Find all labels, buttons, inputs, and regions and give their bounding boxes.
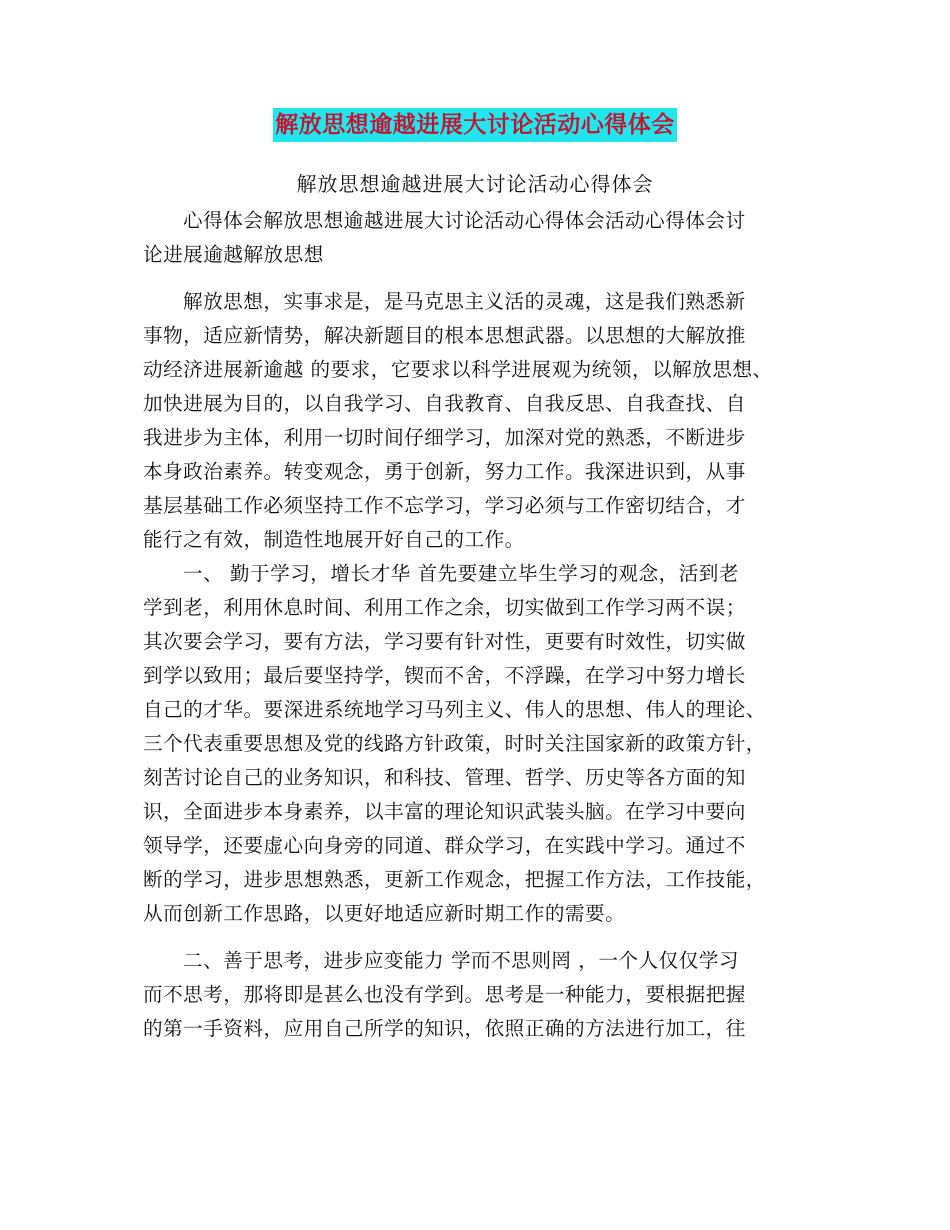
text-line: 三个代表重要思想及党的线路方针政策，时时关注国家新的政策方针， xyxy=(143,732,766,755)
text-line: 到学以致用；最后要坚持学，锲而不舍，不浮躁，在学习中努力增长 xyxy=(143,664,746,687)
text-line: 事物，适应新情势，解决新题目的根本思想武器。以思想的大解放推 xyxy=(143,324,746,347)
text-line: 而不思考，那将即是甚么也没有学到。思考是一种能力，要根据把握 xyxy=(143,983,746,1006)
text-line: 刻苦讨论自己的业务知识，和科技、管理、哲学、历史等各方面的知 xyxy=(143,766,746,789)
text-line: 心得体会解放思想逾越进展大讨论活动心得体会活动心得体会讨 xyxy=(183,209,746,232)
text-line: 从而创新工作思路，以更好地适应新时期工作的需要。 xyxy=(143,902,626,925)
text-line: 领导学，还要虚心向身旁的同道、群众学习，在实践中学习。通过不 xyxy=(143,834,746,857)
text-line: 一、 勤于学习，增长才华 首先要建立毕生学习的观念，活到老 xyxy=(183,562,739,585)
text-line: 识，全面进步本身素养，以丰富的理论知识武装头脑。在学习中要向 xyxy=(143,800,746,823)
text-line: 断的学习，进步思想熟悉，更新工作观念，把握工作方法，工作技能， xyxy=(143,868,766,891)
text-line: 论进展逾越解放思想 xyxy=(143,243,324,266)
text-line: 学到老，利用休息时间、利用工作之余，切实做到工作学习两不误； xyxy=(143,596,746,619)
text-line: 其次要会学习，要有方法，学习要有针对性，更要有时效性，切实做 xyxy=(143,630,746,653)
document-title: 解放思想逾越进展大讨论活动心得体会 xyxy=(273,108,677,142)
text-line: 的第一手资料，应用自己所学的知识，依照正确的方法进行加工，往 xyxy=(143,1017,746,1040)
document-subtitle: 解放思想逾越进展大讨论活动心得体会 xyxy=(296,172,654,196)
text-line: 加快进展为目的，以自我学习、自我教育、自我反思、自我查找、自 xyxy=(143,392,746,415)
text-line: 自己的才华。要深进系统地学习马列主义、伟人的思想、伟人的理论、 xyxy=(143,698,766,721)
text-line: 能行之有效，制造性地展开好自己的工作。 xyxy=(143,528,525,551)
title-wrapper xyxy=(0,108,950,142)
text-line: 动经济进展新逾越 的要求，它要求以科学进展观为统领，以解放思想、 xyxy=(143,358,773,381)
text-line: 本身政治素养。转变观念，勇于创新，努力工作。我深进识到，从事 xyxy=(143,460,746,483)
text-line: 基层基础工作必须坚持工作不忘学习，学习必须与工作密切结合，才 xyxy=(143,494,746,517)
paragraph-gap xyxy=(143,931,823,944)
paragraph-gap xyxy=(143,272,823,285)
text-line: 解放思想，实事求是，是马克思主义活的灵魂，这是我们熟悉新 xyxy=(183,290,746,313)
text-line: 我进步为主体，利用一切时间仔细学习，加深对党的熟悉，不断进步 xyxy=(143,426,746,449)
document-body xyxy=(143,204,823,1046)
text-line: 二、善于思考，进步应变能力 学而不思则罔 ，一个人仅仅学习 xyxy=(183,949,739,972)
